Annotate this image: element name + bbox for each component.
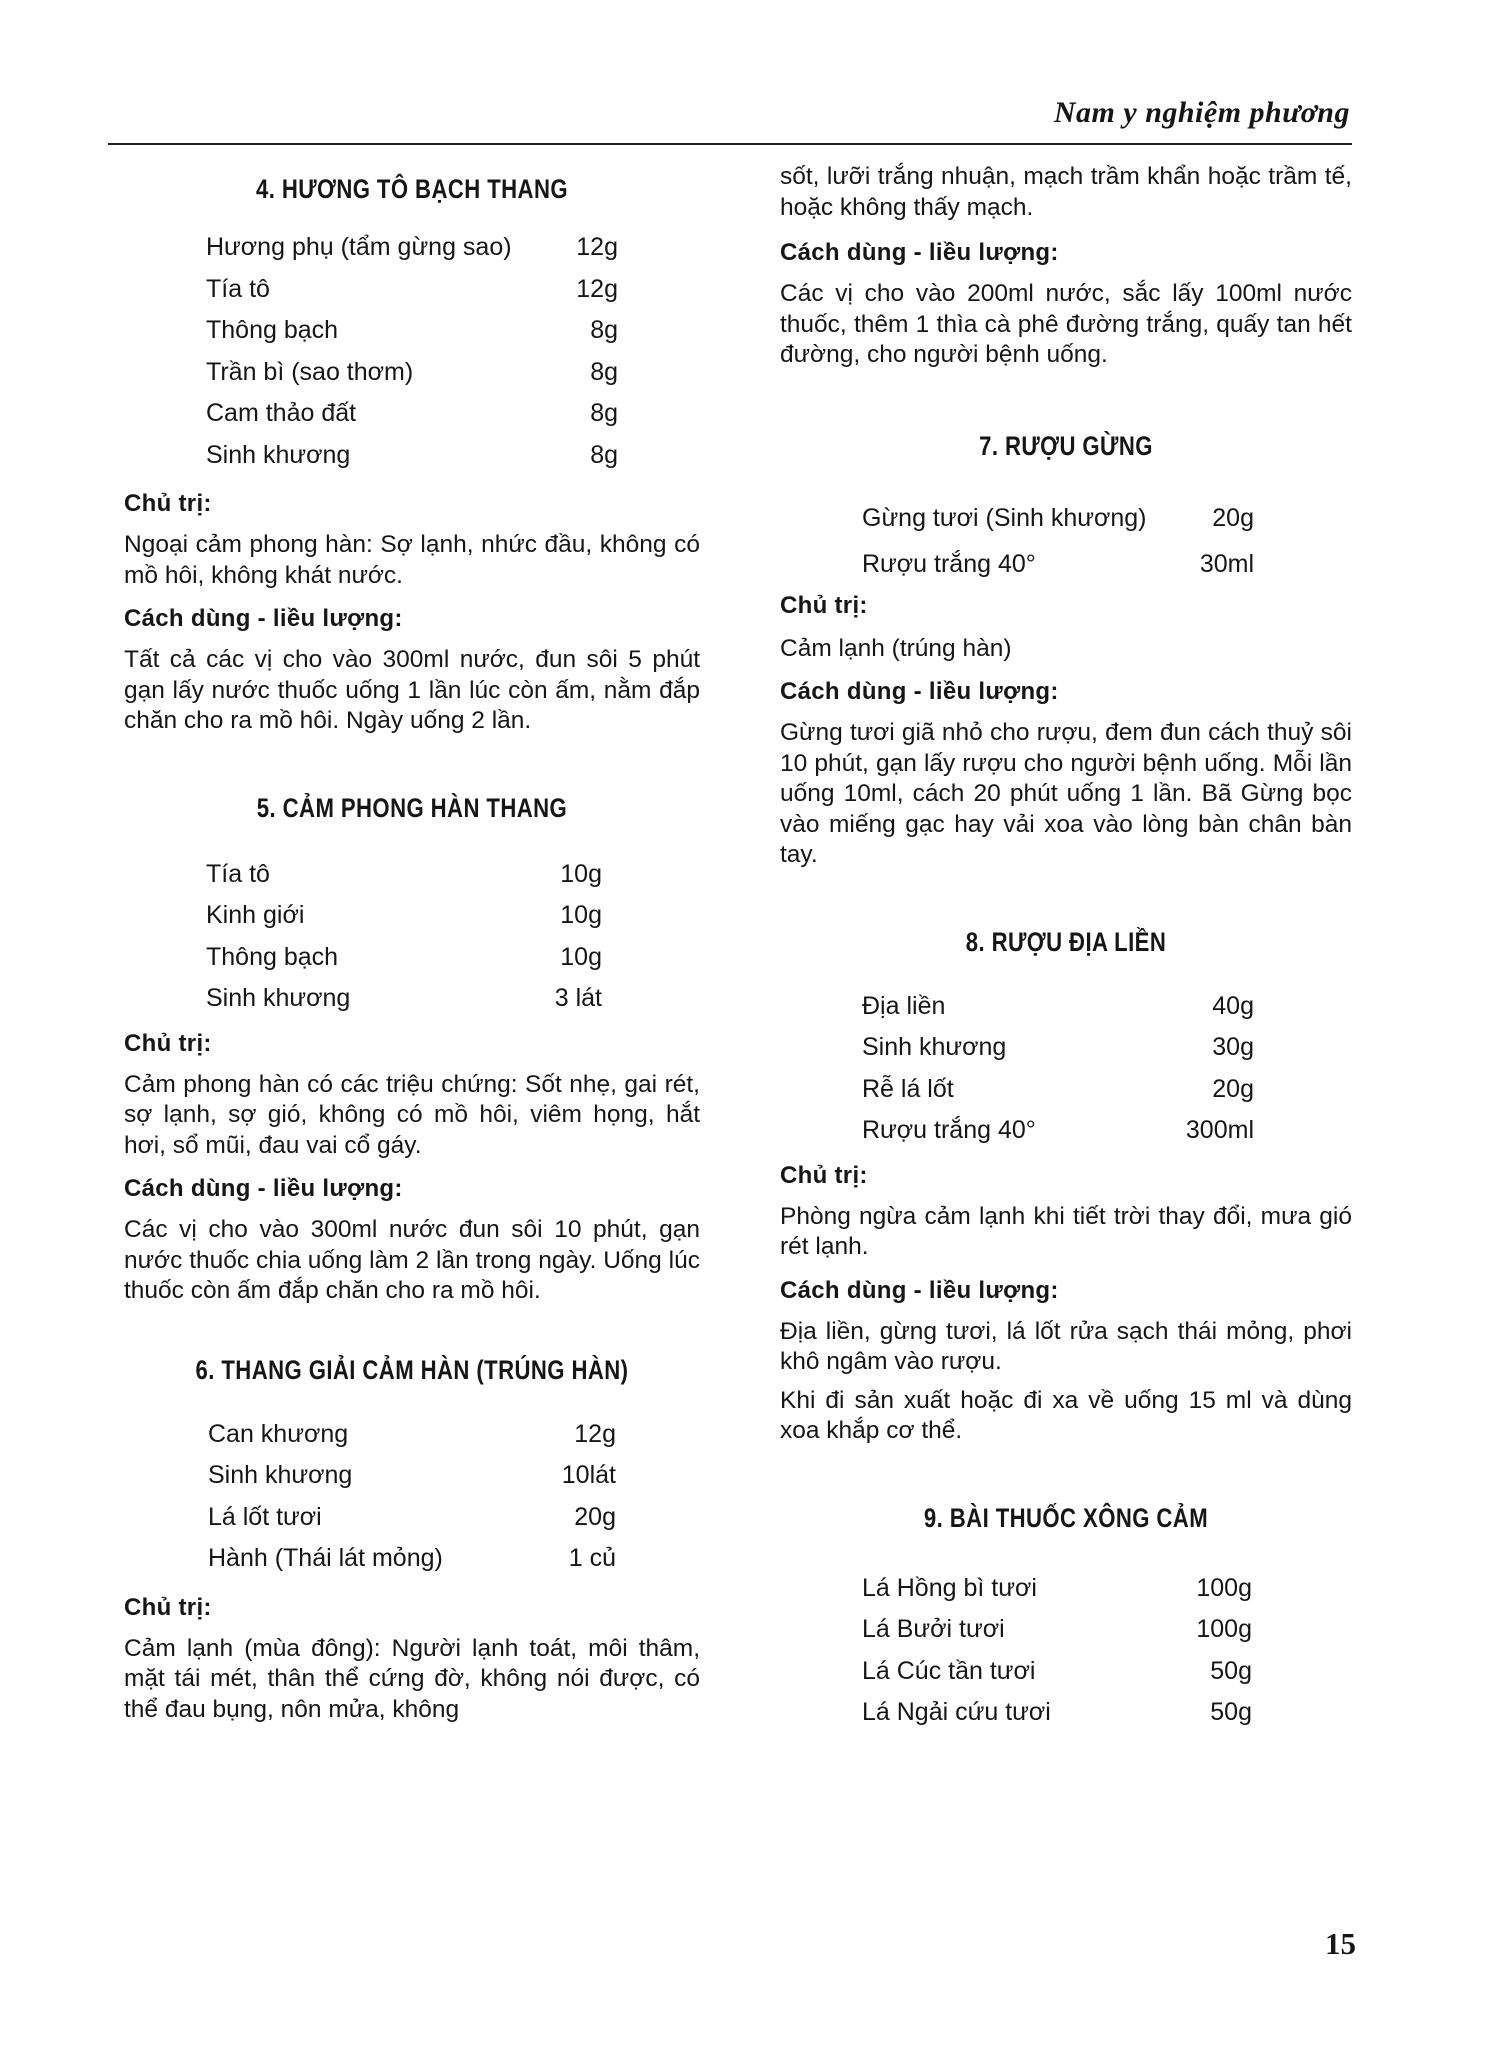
ingredient-row	[206, 269, 618, 311]
cach-dung-text: Các vị cho vào 200ml nước, sắc lấy 100ml nước thuốc, thêm 1 thìa cà phê đường trắng, quấy tan hết đường, cho người bệnh uống.	[780, 280, 1352, 368]
ingredient-amount: 8g	[590, 399, 618, 428]
ingredient-name: Rễ lá lốt	[862, 1074, 954, 1103]
ingredient-row	[208, 1497, 616, 1539]
cach-dung-label: Cách dùng - liều lượng:	[780, 1276, 1059, 1304]
ingredient-amount: 1 củ	[568, 1544, 616, 1573]
left-column	[124, 160, 700, 1725]
ingredient-amount: 50g	[1210, 1698, 1252, 1727]
chu-tri-label: Chủ trị:	[780, 1161, 868, 1189]
ingredient-amount: 100g	[1196, 1573, 1252, 1602]
chu-tri-text: Cảm lạnh (trúng hàn)	[780, 634, 1012, 662]
ingredient-row	[862, 542, 1254, 588]
ingredient-name: Hương phụ (tẩm gừng sao)	[206, 233, 512, 262]
ingredient-amount: 10g	[560, 859, 602, 888]
chu-tri-text: Phòng ngừa cảm lạnh khi tiết trời thay đổi, mưa gió rét lạnh.	[780, 1202, 1352, 1260]
ingredient-amount: 12g	[574, 1419, 616, 1448]
ingredient-row	[206, 352, 618, 394]
ingredient-amount: 40g	[1212, 991, 1254, 1020]
ingredient-name: Sinh khương	[206, 984, 351, 1013]
section-title: 4. HƯƠNG TÔ BẠCH THANG	[256, 174, 568, 204]
ingredient-amount: 20g	[1212, 1074, 1254, 1103]
chu-tri-text: Cảm lạnh (mùa đông): Người lạnh toát, môi thâm, mặt tái mét, thân thể cứng đờ, không nói được, có thể đau bụng, nôn mửa, không	[124, 1634, 700, 1723]
cach-dung-text: Khi đi sản xuất hoặc đi xa về uống 15 ml và dùng xoa khắp cơ thể.	[780, 1386, 1352, 1444]
section-title: 9. BÀI THUỐC XÔNG CẢM	[923, 1502, 1209, 1533]
ingredient-row	[862, 1609, 1252, 1651]
chu-tri-label: Chủ trị:	[124, 1029, 212, 1057]
ingredient-amount: 100g	[1196, 1615, 1252, 1644]
cach-dung-text: Gừng tươi giã nhỏ cho rượu, đem đun cách thuỷ sôi 10 phút, gạn lấy rượu cho người bệnh uống. Mỗi lần uống 10ml, cách 20 phút uống 1 lần. Bã Gừng bọc vào miếng gạc hay vải xoa vào lòng bàn chân bàn tay.	[780, 719, 1352, 868]
ingredient-name: Tía tô	[206, 274, 270, 303]
ingredient-name: Thông bạch	[206, 942, 339, 971]
ingredient-row	[862, 1692, 1252, 1734]
ingredient-table	[208, 1414, 616, 1580]
ingredient-row	[206, 310, 618, 352]
cach-dung-label: Cách dùng - liều lượng:	[124, 605, 403, 632]
page-number: 15	[1325, 1926, 1356, 1961]
ingredient-row	[862, 1651, 1252, 1693]
ingredient-amount: 300ml	[1185, 1116, 1254, 1145]
chu-tri-text: Cảm phong hàn có các triệu chứng: Sốt nhẹ, gai rét, sợ lạnh, sợ gió, không có mồ hôi, viêm họng, hắt hơi, sổ mũi, đau vai cổ gáy.	[124, 1070, 700, 1159]
ingredient-name: Hành (Thái lát mỏng)	[208, 1544, 443, 1573]
ingredient-amount: 3 lát	[554, 984, 602, 1013]
ingredient-amount: 10g	[560, 901, 602, 930]
section-title: 6. THANG GIẢI CẢM HÀN (TRÚNG HÀN)	[195, 1354, 629, 1385]
ingredient-table	[206, 227, 618, 476]
ingredient-amount: 10g	[560, 942, 602, 971]
cach-dung-label: Cách dùng - liều lượng:	[780, 239, 1059, 266]
ingredient-row	[206, 895, 602, 937]
ingredient-name: Tía tô	[206, 859, 270, 888]
ingredient-row	[862, 1027, 1254, 1069]
ingredient-name: Cam thảo đất	[206, 399, 357, 428]
ingredient-amount: 8g	[590, 440, 618, 469]
ingredient-row	[862, 1110, 1254, 1152]
header-rule	[108, 143, 1352, 145]
ingredient-amount: 30g	[1212, 1033, 1254, 1062]
ingredient-row	[208, 1414, 616, 1456]
ingredient-name: Rượu trắng 40°	[862, 550, 1036, 578]
ingredient-name: Sinh khương	[862, 1033, 1007, 1062]
ingredient-amount: 20g	[574, 1502, 616, 1531]
section-title: 7. RƯỢU GỪNG	[979, 430, 1153, 461]
ingredient-name: Địa liền	[862, 991, 946, 1020]
ingredient-name: Lá lốt tươi	[208, 1502, 322, 1531]
section-title: 5. CẢM PHONG HÀN THANG	[256, 792, 568, 823]
ingredient-row	[206, 227, 618, 269]
running-header: Nam y nghiệm phương	[1053, 96, 1350, 129]
cach-dung-label: Cách dùng - liều lượng:	[780, 678, 1059, 705]
ingredient-table	[862, 496, 1254, 588]
ingredient-amount: 8g	[590, 357, 618, 386]
ingredient-name: Gừng tươi (Sinh khương)	[862, 504, 1147, 532]
cach-dung-text: Địa liền, gừng tươi, lá lốt rửa sạch thái mỏng, phơi khô ngâm vào rượu.	[780, 1317, 1352, 1375]
chu-tri-label: Chủ trị:	[780, 591, 868, 619]
ingredient-name: Lá Cúc tần tươi	[862, 1656, 1036, 1685]
ingredient-name: Trần bì (sao thơm)	[206, 357, 414, 386]
ingredient-amount: 12g	[576, 233, 618, 262]
ingredient-name: Lá Ngải cứu tươi	[862, 1698, 1051, 1727]
ingredient-row	[862, 1069, 1254, 1111]
ingredient-amount: 20g	[1212, 504, 1254, 532]
ingredient-row	[206, 393, 618, 435]
ingredient-row	[862, 986, 1254, 1028]
ingredient-row	[208, 1538, 616, 1580]
ingredient-row	[208, 1455, 616, 1497]
ingredient-row	[206, 854, 602, 896]
ingredient-row	[206, 937, 602, 979]
ingredient-row	[862, 496, 1254, 542]
ingredient-table	[862, 1568, 1252, 1734]
right-column	[780, 160, 1352, 1734]
ingredient-name: Lá Hồng bì tươi	[862, 1573, 1037, 1602]
ingredient-name: Can khương	[208, 1419, 349, 1448]
ingredient-amount: 50g	[1210, 1656, 1252, 1685]
ingredient-table	[206, 854, 602, 1020]
ingredient-row	[862, 1568, 1252, 1610]
chu-tri-label: Chủ trị:	[124, 490, 212, 517]
cach-dung-text: Các vị cho vào 300ml nước đun sôi 10 phút, gạn nước thuốc chia uống làm 2 lần trong ngày. Uống lúc thuốc còn ấm đắp chăn cho ra mồ hôi.	[124, 1216, 700, 1304]
ingredient-row	[206, 978, 602, 1020]
chu-tri-text: Ngoại cảm phong hàn: Sợ lạnh, nhức đầu, không có mồ hôi, không khát nước.	[124, 531, 700, 589]
ingredient-amount: 8g	[590, 316, 618, 345]
ingredient-amount: 12g	[576, 274, 618, 303]
ingredient-amount: 10lát	[561, 1461, 616, 1490]
ingredient-name: Sinh khương	[206, 440, 351, 469]
ingredient-row	[206, 435, 618, 477]
ingredient-name: Sinh khương	[208, 1461, 353, 1490]
chu-tri-label: Chủ trị:	[124, 1593, 212, 1621]
ingredient-amount: 30ml	[1199, 550, 1254, 578]
ingredient-name: Kinh giới	[206, 901, 305, 930]
cach-dung-label: Cách dùng - liều lượng:	[124, 1175, 403, 1202]
ingredient-name: Rượu trắng 40°	[862, 1116, 1036, 1145]
cach-dung-text: Tất cả các vị cho vào 300ml nước, đun sôi 5 phút gạn lấy nước thuốc uống 1 lần lúc còn ấm, nằm đắp chăn cho ra mồ hôi. Ngày uống 2 lần.	[124, 646, 700, 734]
ingredient-name: Thông bạch	[206, 316, 339, 345]
section-title: 8. RƯỢU ĐỊA LIỀN	[965, 926, 1167, 957]
ingredient-table	[862, 986, 1254, 1152]
chu-tri-continued-text: sốt, lưỡi trắng nhuận, mạch trầm khẩn hoặc trầm tế, hoặc không thấy mạch.	[780, 163, 1352, 221]
ingredient-name: Lá Bưởi tươi	[862, 1615, 1005, 1644]
